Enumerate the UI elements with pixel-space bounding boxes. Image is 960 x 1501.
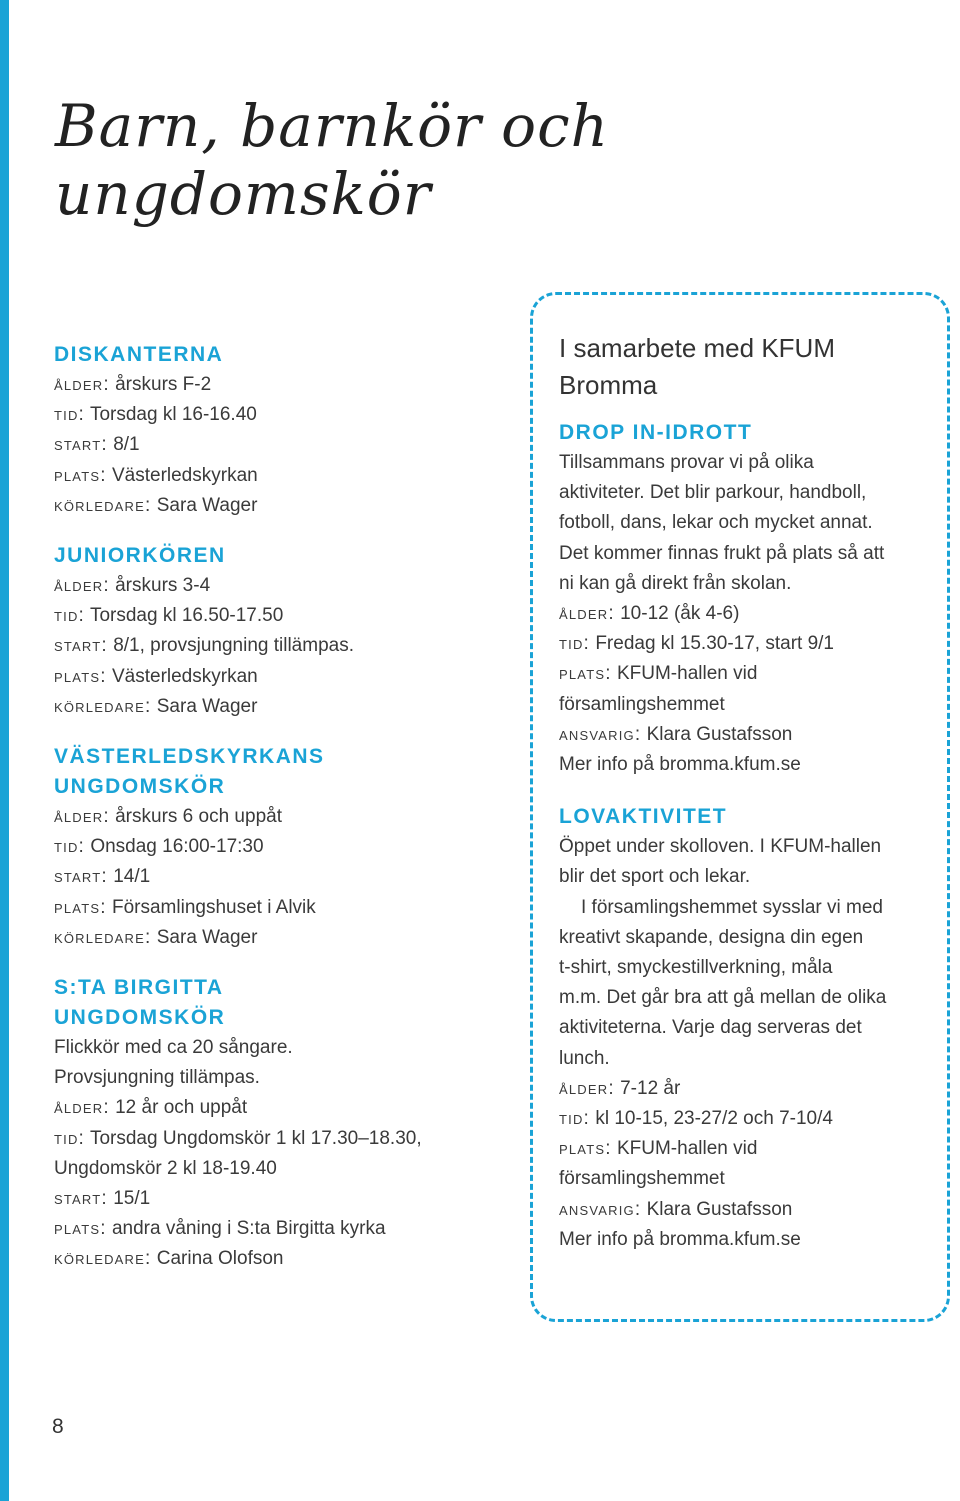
info-row: start: 8/1, provsjungning tillämpas. [54, 635, 354, 657]
section-heading: DISKANTERNA [54, 343, 224, 366]
info-row: tid: Torsdag kl 16-16.40 [54, 404, 257, 426]
section-lovaktivitet [559, 802, 939, 1255]
page-number: 8 [52, 1415, 64, 1438]
info-row: tid: kl 10-15, 23-27/2 och 7-10/4 [559, 1108, 833, 1130]
section-diskanterna [54, 340, 494, 521]
info-row-continued: församlingshemmet [559, 1168, 725, 1190]
description-line: Öppet under skolloven. I KFUM-hallen [559, 836, 882, 858]
info-row: körledare: Sara Wager [54, 494, 258, 516]
description-line: aktiviteterna. Varje dag serveras det [559, 1017, 862, 1039]
more-info-line: Mer info på bromma.kfum.se [559, 754, 801, 776]
description-line: aktiviteter. Det blir parkour, handboll, [559, 482, 867, 504]
description-line: m.m. Det går bra att gå mellan de olika [559, 987, 887, 1009]
section-heading: JUNIORKÖREN [54, 544, 226, 568]
info-row: körledare: Sara Wager [54, 926, 258, 948]
description-line: blir det sport och lekar. [559, 866, 751, 888]
info-row: ålder: årskurs 6 och uppåt [54, 806, 282, 828]
section-sta-birgitta-ungdomskor [54, 973, 494, 1275]
info-row: plats: Västerledskyrkan [54, 464, 258, 486]
description-line: Tillsammans provar vi på olika [559, 452, 814, 473]
description-line: ni kan gå direkt från skolan. [559, 572, 792, 594]
info-row: ansvarig: Klara Gustafsson [559, 723, 793, 745]
section-juniorkoren [54, 541, 494, 722]
info-row: start: 8/1 [54, 434, 140, 456]
section-vasterledskyrkans-ungdomskor [54, 742, 494, 953]
info-row: plats: KFUM-hallen vid [559, 663, 758, 685]
info-row: ålder: 10-12 (åk 4-6) [559, 603, 740, 625]
info-row: plats: KFUM-hallen vid [559, 1138, 758, 1160]
section-drop-in-idrott [559, 418, 939, 780]
description-line: I församlingshemmet sysslar vi med [581, 896, 883, 918]
choir-list [54, 340, 494, 1295]
info-row: ansvarig: Klara Gustafsson [559, 1198, 793, 1220]
section-heading: VÄSTERLEDSKYRKANS UNGDOMSKÖR [54, 745, 325, 799]
info-row: plats: Västerledskyrkan [54, 665, 258, 687]
info-row: tid: Onsdag 16:00-17:30 [54, 836, 264, 858]
info-row: ålder: årskurs 3-4 [54, 575, 211, 597]
info-row: ålder: årskurs F-2 [54, 374, 212, 395]
description-line: Det kommer finnas frukt på plats så att [559, 542, 885, 564]
info-row: start: 15/1 [54, 1188, 151, 1210]
info-row: plats: andra våning i S:ta Birgitta kyrka [54, 1218, 386, 1240]
info-row: start: 14/1 [54, 866, 151, 888]
description-line: kreativt skapande, designa din egen [559, 926, 864, 948]
more-info-line: Mer info på bromma.kfum.se [559, 1228, 801, 1250]
info-row: ålder: 12 år och uppåt [54, 1097, 248, 1119]
info-row-continued: Ungdomskör 2 kl 18-19.40 [54, 1157, 277, 1179]
info-row-continued: församlingshemmet [559, 693, 725, 715]
section-heading: LOVAKTIVITET [559, 805, 728, 829]
info-row: tid: Torsdag Ungdomskör 1 kl 17.30–18.30, [54, 1127, 422, 1149]
info-row: tid: Torsdag kl 16.50-17.50 [54, 605, 284, 627]
description-line: fotboll, dans, lekar och mycket annat. [559, 512, 873, 534]
info-row: körledare: Sara Wager [54, 695, 258, 717]
intro-line: Provsjungning tillämpas. [54, 1067, 260, 1089]
info-row: tid: Fredag kl 15.30-17, start 9/1 [559, 633, 834, 655]
info-row: körledare: Carina Olofson [54, 1248, 284, 1270]
page-title: Barn, barnkör och ungdomskör [55, 92, 609, 228]
intro-line: Flickkör med ca 20 sångare. [54, 1037, 293, 1059]
section-heading: DROP IN-IDROTT [559, 421, 753, 444]
edge-color-bar [0, 0, 9, 1501]
description-line: t-shirt, smyckestillverkning, måla [559, 957, 833, 979]
description-line: lunch. [559, 1047, 610, 1069]
kfum-content [559, 330, 939, 1277]
section-heading: S:TA BIRGITTA UNGDOMSKÖR [54, 976, 226, 1030]
info-row: plats: Församlingshuset i Alvik [54, 896, 316, 918]
kfum-box-title: I samarbete med KFUM Bromma [559, 333, 835, 400]
info-row: ålder: 7-12 år [559, 1077, 681, 1099]
